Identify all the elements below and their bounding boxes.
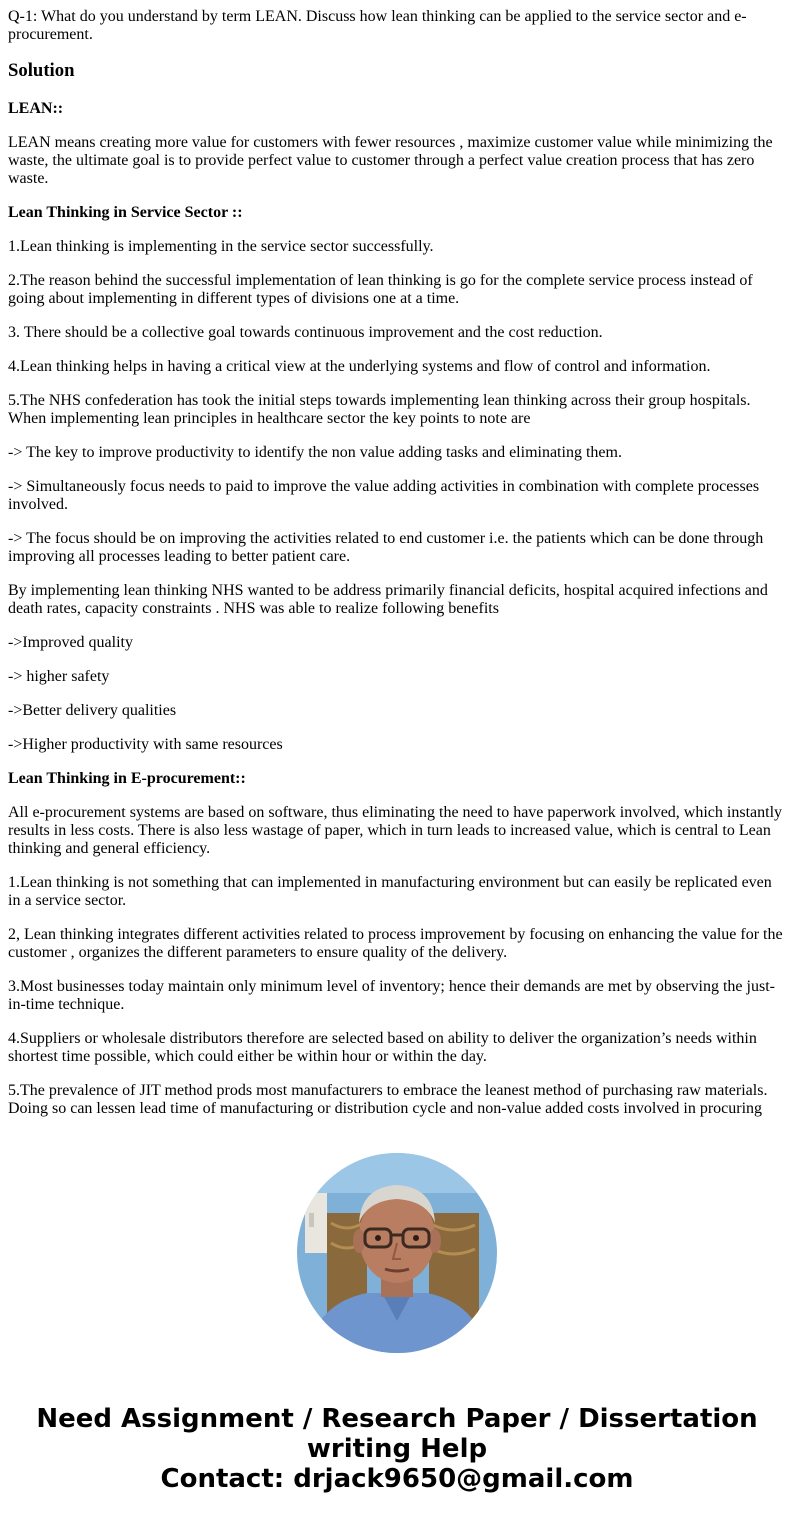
- eprocurement-heading: Lean Thinking in E-procurement::: [8, 770, 246, 787]
- article: [8, 8, 786, 1134]
- service-paragraph: 2.The reason behind the successful implementation of lean thinking is go for the complete service process instead of going about implementing in different types of divisions one at a time.: [8, 272, 753, 307]
- service-sector-heading: Lean Thinking in Service Sector ::: [8, 204, 243, 221]
- service-paragraph: 1.Lean thinking is implementing in the service sector successfully.: [8, 238, 434, 255]
- service-paragraph: -> The key to improve productivity to identify the non value adding tasks and eliminating them.: [8, 444, 622, 461]
- benefit-item: ->Higher productivity with same resources: [8, 736, 283, 753]
- author-avatar: [297, 1153, 497, 1353]
- service-paragraph: -> Simultaneously focus needs to paid to improve the value adding activities in combination with complete processes involved.: [8, 478, 760, 513]
- promo-contact-line: Contact: drjack9650@gmail.com: [160, 1464, 634, 1494]
- author-portrait-image: [297, 1153, 497, 1353]
- lean-heading: LEAN::: [8, 100, 64, 117]
- service-paragraph: 5.The NHS confederation has took the initial steps towards implementing lean thinking across their group hospitals. When implementing lean principles in healthcare sector the key points to note are: [8, 392, 751, 427]
- promo-line-1: Need Assignment / Research Paper / Dissertation: [36, 1404, 758, 1434]
- eprocurement-paragraph: 5.The prevalence of JIT method prods most manufacturers to embrace the leanest method of purchasing raw materials. Doing so can lessen lead time of manufacturing or distribution cycle and non-value added costs involved in procuring: [8, 1082, 768, 1117]
- lean-definition: LEAN means creating more value for customers with fewer resources , maximize customer value while minimizing the waste, the ultimate goal is to provide perfect value to customer through a perfect value creation process that has zero waste.: [8, 134, 773, 187]
- service-paragraph: 4.Lean thinking helps in having a critical view at the underlying systems and flow of control and information.: [8, 358, 711, 375]
- promo-line-2: writing Help: [306, 1434, 488, 1464]
- eprocurement-paragraph: 3.Most businesses today maintain only minimum level of inventory; hence their demands are met by observing the just-in-time technique.: [8, 978, 775, 1013]
- service-paragraph: -> The focus should be on improving the activities related to end customer i.e. the patients which can be done through improving all processes leading to better patient care.: [8, 530, 764, 565]
- eprocurement-paragraph: 2, Lean thinking integrates different activities related to process improvement by focusing on enhancing the value for the customer , organizes the different parameters to ensure quality of the delivery.: [8, 926, 783, 961]
- eprocurement-paragraph: 1.Lean thinking is not something that can implemented in manufacturing environment but can easily be replicated even in a service sector.: [8, 874, 772, 909]
- service-paragraph: By implementing lean thinking NHS wanted to be address primarily financial deficits, hospital acquired infections and death rates, capacity constraints . NHS was able to realize following benefits: [8, 582, 768, 617]
- question-text: Q-1: What do you understand by term LEAN. Discuss how lean thinking can be applied to the service sector and e-procurement.: [8, 8, 747, 43]
- benefit-item: ->Better delivery qualities: [8, 702, 177, 719]
- benefit-item: ->Improved quality: [8, 634, 133, 651]
- eprocurement-paragraph: All e-procurement systems are based on software, thus eliminating the need to have paperwork involved, which instantly results in less costs. There is also less wastage of paper, which in turn leads to increased value, which is central to Lean thinking and general efficiency.: [8, 804, 783, 857]
- benefit-item: -> higher safety: [8, 668, 110, 685]
- promo-banner: [0, 1404, 794, 1494]
- service-paragraph: 3. There should be a collective goal towards continuous improvement and the cost reduction.: [8, 324, 603, 341]
- eprocurement-paragraph: 4.Suppliers or wholesale distributors therefore are selected based on ability to deliver the organization’s needs within shortest time possible, which could either be within hour or within the day.: [8, 1030, 757, 1065]
- solution-heading: Solution: [8, 60, 75, 81]
